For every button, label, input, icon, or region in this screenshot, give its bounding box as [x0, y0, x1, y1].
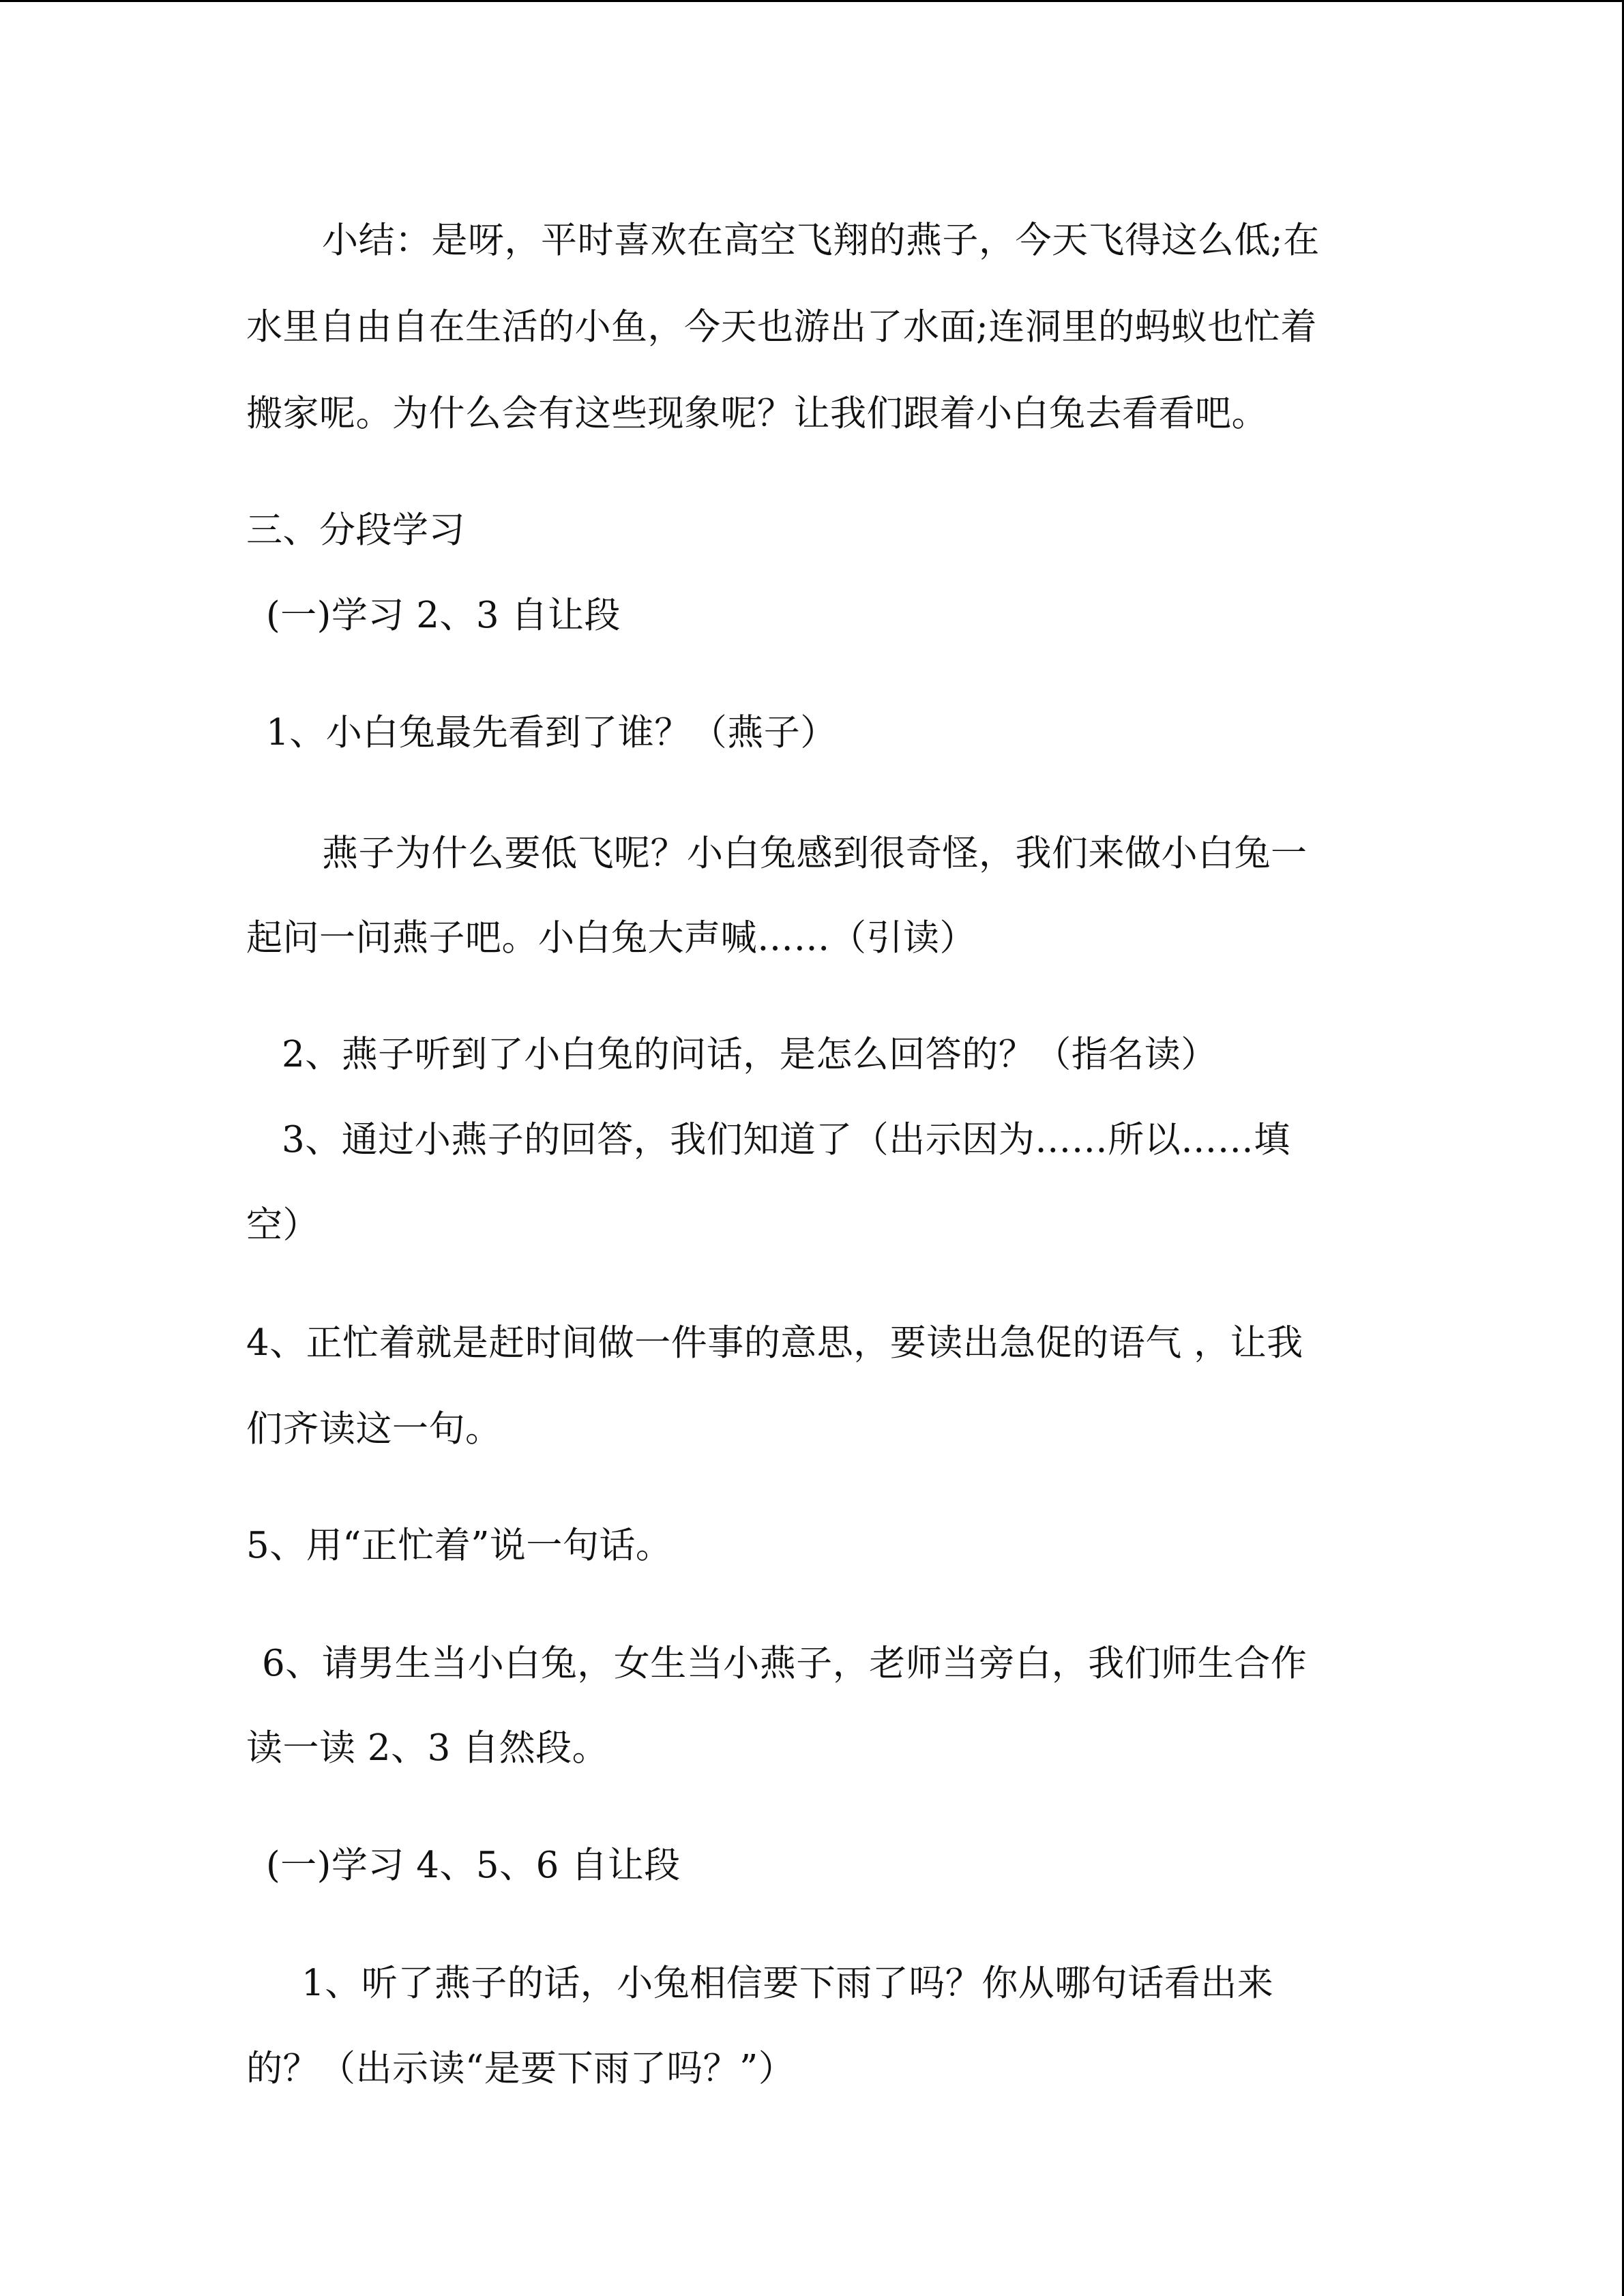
text-line-8: 起问一问燕子吧。小白兔大声喊……（引读）: [246, 917, 976, 959]
subsection-heading-1: (一)学习 2、3 自让段: [266, 595, 621, 636]
section-heading: 三、分段学习: [246, 509, 465, 551]
text-line-13: 们齐读这一句。: [246, 1408, 502, 1450]
list-item: 4、正忙着就是赶时间做一件事的意思，要读出急促的语气 ，让我: [246, 1322, 1303, 1364]
list-item: 2、燕子听到了小白兔的问话，是怎么回答的？（指名读）: [282, 1034, 1217, 1075]
text-line-1: 小结：是呀，平时喜欢在高空飞翔的燕子，今天飞得这么低;在: [322, 220, 1320, 261]
list-item: 1、小白兔最先看到了谁？（燕子）: [266, 712, 837, 754]
text-line-7: 燕子为什么要低飞呢？小白兔感到很奇怪，我们来做小白兔一: [322, 833, 1308, 874]
list-item: 3、通过小燕子的回答，我们知道了（出示因为……所以……填: [282, 1119, 1290, 1161]
text-line-11: 空）: [246, 1204, 319, 1246]
list-item: 5、用“正忙着”说一句话。: [246, 1525, 673, 1566]
list-item: 1、听了燕子的话，小兔相信要下雨了吗？你从哪句话看出来: [301, 1963, 1274, 2004]
subsection-heading-2: (一)学习 4、5、6 自让段: [266, 1845, 681, 1886]
text-line-3: 搬家呢。为什么会有这些现象呢？让我们跟着小白兔去看看吧。: [246, 393, 1268, 434]
list-item: 6、请男生当小白兔，女生当小燕子，老师当旁白，我们师生合作: [262, 1643, 1308, 1684]
text-line-16: 读一读 2、3 自然段。: [246, 1727, 609, 1769]
text-line-19: 的？（出示读“是要下雨了吗？”）: [246, 2048, 795, 2089]
text-line-2: 水里自由自在生活的小鱼，今天也游出了水面;连洞里的蚂蚁也忙着: [246, 306, 1317, 348]
